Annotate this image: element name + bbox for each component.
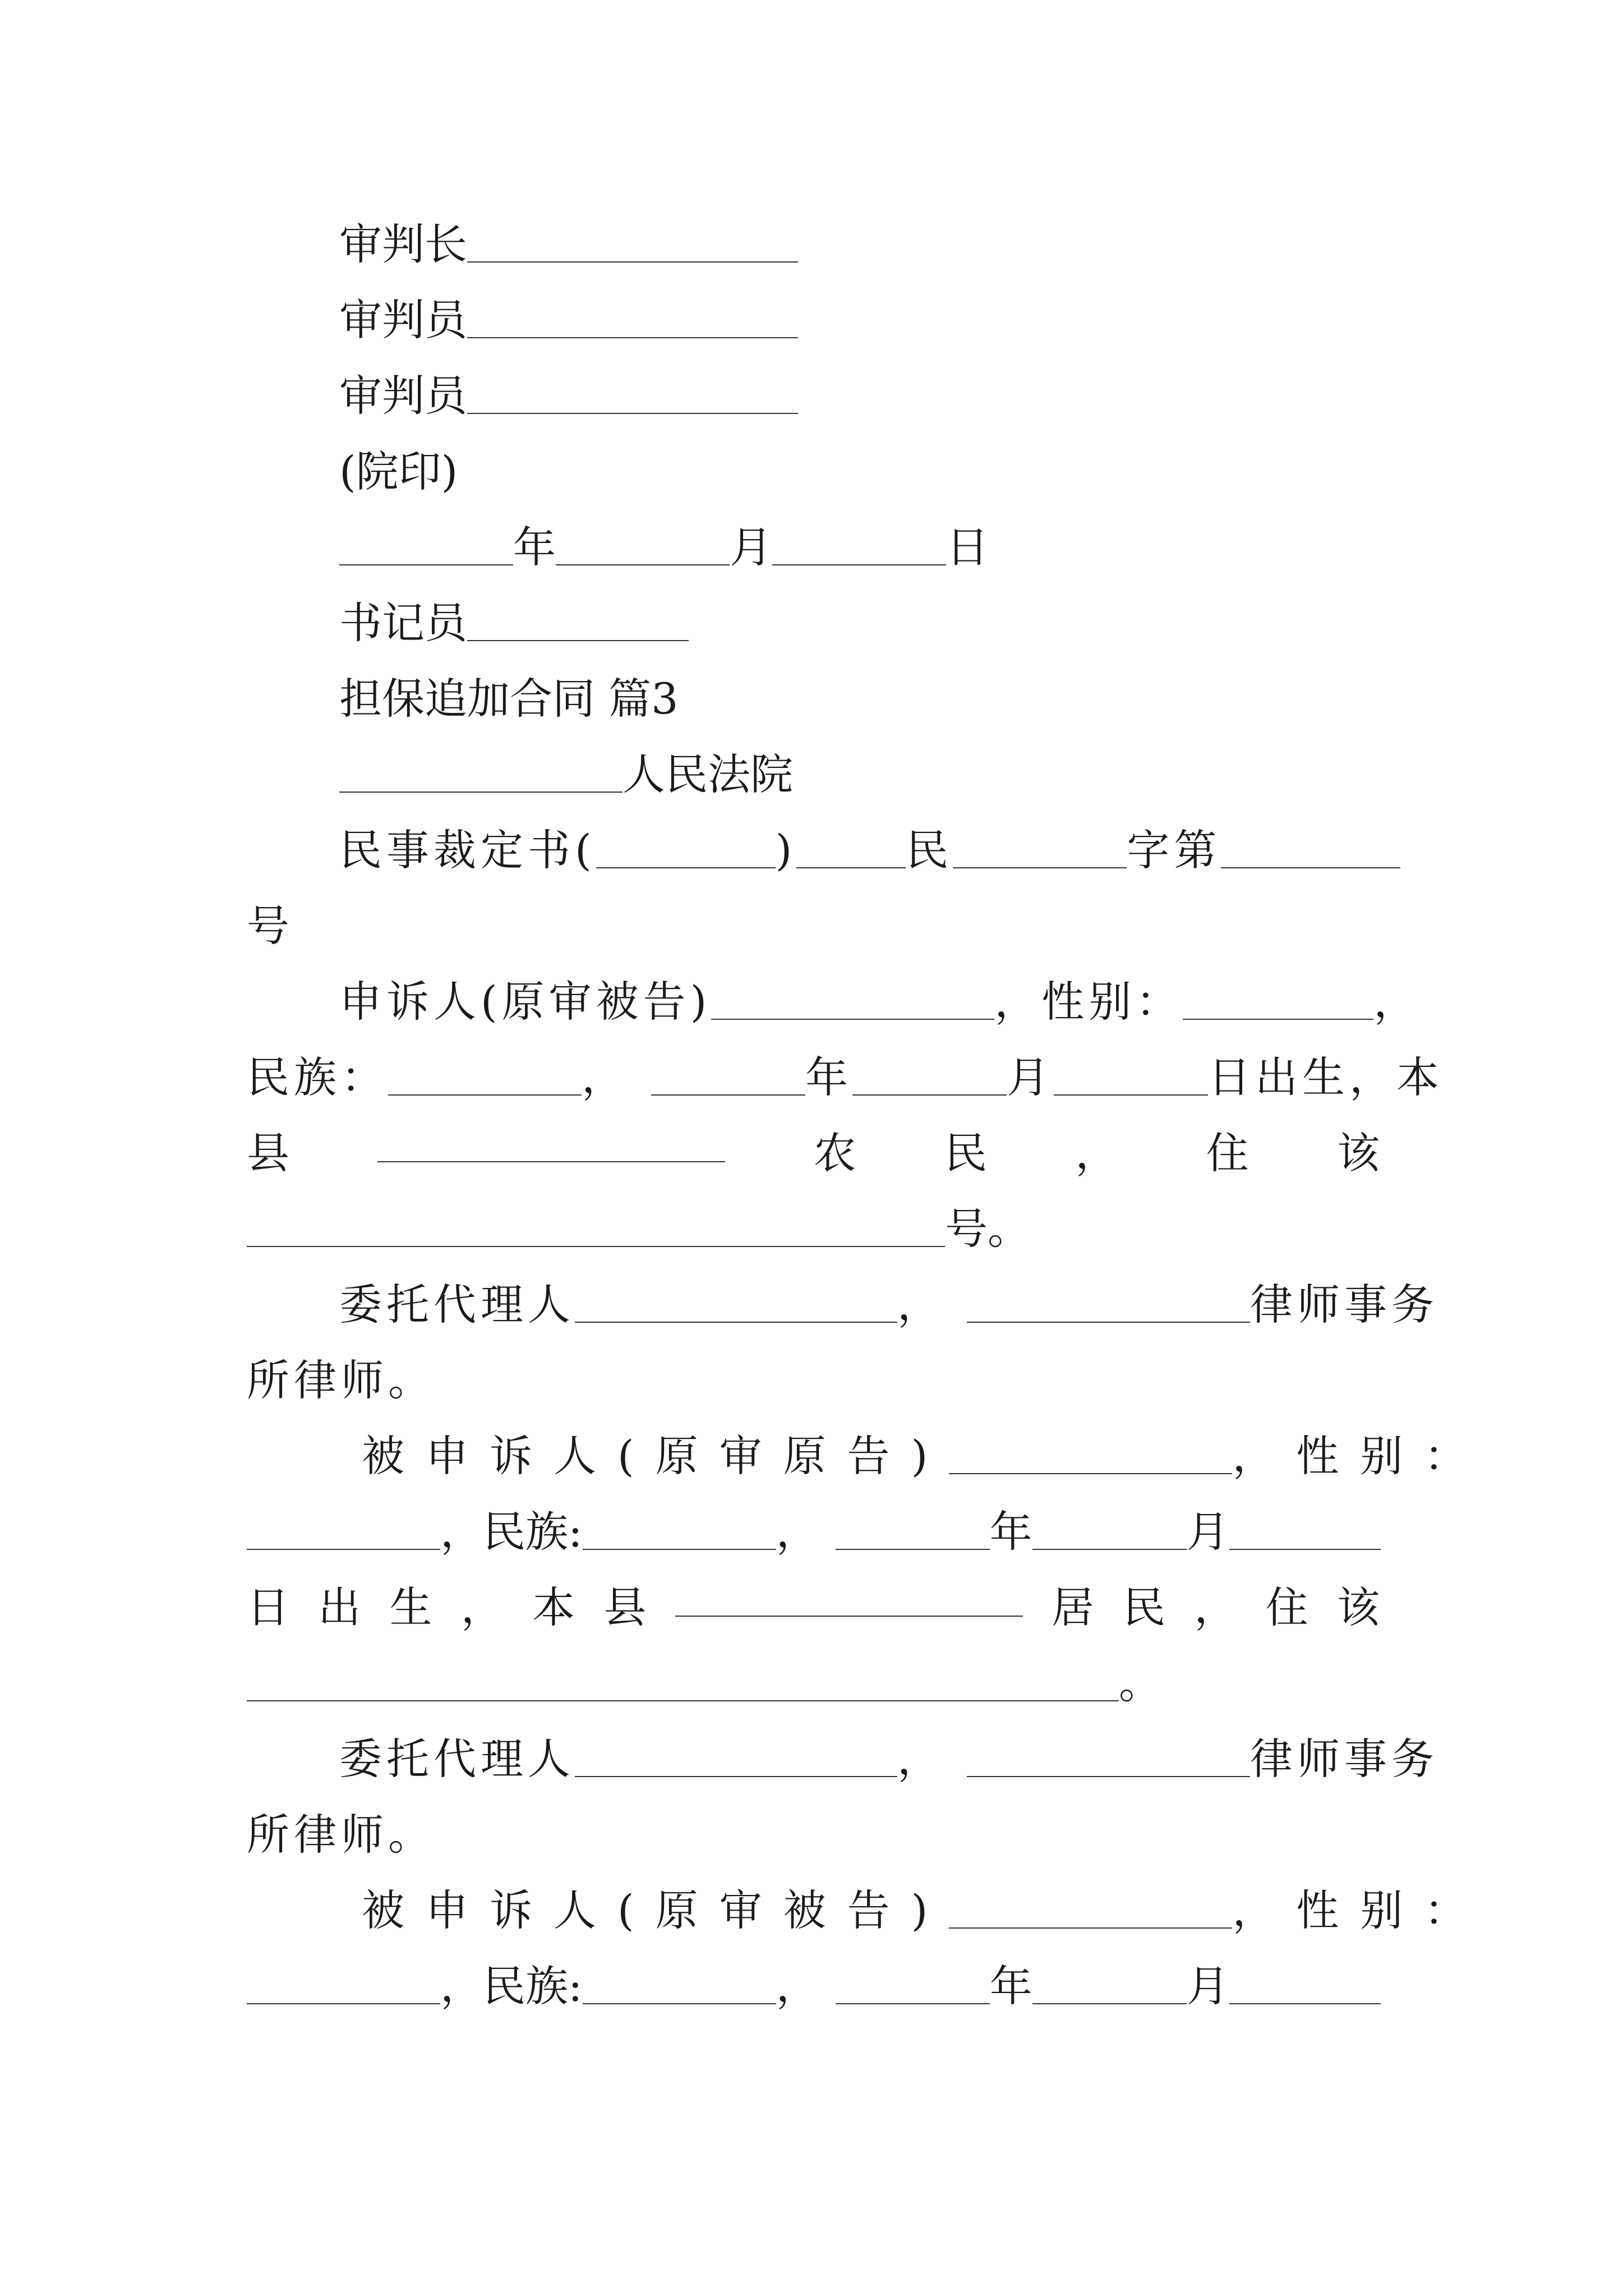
law-firm-label: 律师事务 [1250, 1280, 1438, 1329]
appellant-name-blank [711, 985, 994, 1020]
birth-month-blank [852, 1061, 1007, 1096]
ruling-paren: ) [775, 825, 797, 875]
comma: ， [460, 1582, 504, 1632]
agent-name-blank [575, 1288, 897, 1323]
ruling-number-blank [1221, 834, 1400, 868]
ethnicity-label: 民族： [247, 1052, 388, 1102]
law-firm-blank [967, 1288, 1250, 1323]
ruling-zidi: 字第 [1127, 825, 1221, 875]
birth-text: 日出生，本 [1208, 1052, 1444, 1102]
month-label: 月 [1007, 1052, 1054, 1102]
char: 居 [1051, 1582, 1094, 1632]
section-heading [339, 673, 679, 725]
year-label: 年 [989, 1507, 1032, 1557]
court-seal [339, 446, 458, 498]
judge-blank-2 [467, 379, 798, 414]
address-blank [247, 1667, 1119, 1701]
judge-line-1 [339, 295, 798, 346]
comma: ， [776, 1507, 819, 1557]
birth-year-blank [651, 1061, 805, 1096]
judge-label-1: 审判员 [339, 295, 467, 345]
char: 本 [532, 1582, 575, 1632]
comma: ， [1373, 977, 1421, 1027]
county-blank [377, 1128, 725, 1162]
ruling-year-blank [596, 834, 776, 868]
ethnicity-blank [583, 1970, 776, 2004]
year-label: 年 [805, 1052, 852, 1102]
appellant-label: 申诉人(原审被告) [339, 977, 712, 1027]
char: 出 [318, 1582, 361, 1632]
gender-blank [247, 1970, 440, 2004]
day-label: 日 [946, 522, 989, 572]
respondent-label: 被申诉人(原审被告) [362, 1885, 949, 1935]
court-label: 人民法院 [623, 749, 793, 799]
agent-label: 委托代理人 [339, 1734, 575, 1784]
birth-year-blank [836, 1970, 990, 2004]
char: 日 [247, 1582, 289, 1632]
month-label: 月 [1186, 1961, 1229, 2011]
lawyer-label: 所律师。 [247, 1355, 435, 1405]
birth-day-blank [1229, 1970, 1381, 2004]
chief-judge-label: 审判长 [339, 219, 467, 269]
court-name-blank [339, 758, 623, 793]
ethnicity-blank [388, 1061, 582, 1096]
char: 民 [1123, 1582, 1166, 1632]
ruling-label: 民事裁定书( [339, 825, 596, 875]
appellant-gender-blank [1183, 985, 1373, 1020]
respondent1-line-4 [247, 1658, 1161, 1709]
year-label: 年 [513, 522, 556, 572]
agent-line-1 [339, 1279, 1438, 1331]
respondent2-line-1 [362, 1885, 1488, 1936]
county-blank [675, 1582, 1023, 1617]
month-label: 月 [1186, 1507, 1229, 1557]
ruling-type-blank [953, 834, 1127, 868]
law-firm-label: 律师事务 [1250, 1734, 1438, 1784]
lawyer-label: 所律师。 [247, 1810, 435, 1860]
birth-day-blank [1054, 1061, 1208, 1096]
court-name-line [339, 749, 793, 800]
char: 农 [813, 1128, 856, 1178]
clerk-label: 书记员 [339, 598, 467, 648]
ethnicity-blank [583, 1515, 776, 1550]
comma: ， [1075, 1128, 1118, 1178]
agent-line-1b [247, 1355, 435, 1406]
county-label: 县 [247, 1128, 289, 1178]
char: 民 [944, 1128, 987, 1178]
comma: ， [897, 1280, 944, 1329]
day-blank [772, 531, 946, 565]
year-blank [339, 531, 513, 565]
comma: ， [776, 1961, 819, 2011]
char: 县 [603, 1582, 647, 1632]
agent-line-2 [339, 1733, 1438, 1785]
chief-judge-line [339, 219, 798, 270]
char: 住 [1265, 1582, 1308, 1632]
appellant-line-4 [247, 1203, 1030, 1255]
respondent-name-blank [949, 1894, 1232, 1929]
appellant-gender-label: ，性别： [994, 977, 1183, 1027]
respondent2-line-2 [247, 1961, 1381, 2012]
comma: ， [897, 1734, 944, 1784]
char: 该 [1336, 1128, 1380, 1178]
ruling-number-line [339, 825, 1400, 876]
heading-text: 担保追加合同 篇3 [339, 674, 679, 724]
comma: ， [582, 1052, 629, 1102]
judge-label-2: 审判员 [339, 371, 467, 421]
agent-line-2b [247, 1809, 435, 1861]
ruling-min: 民 [906, 825, 953, 875]
respondent1-line-2 [247, 1506, 1381, 1558]
ruling-court-blank [796, 834, 906, 868]
appellant-line-3 [247, 1128, 1380, 1179]
chief-judge-blank [467, 228, 798, 263]
appellant-line-1 [339, 976, 1421, 1028]
respondent-gender-label: ，性别： [1232, 1885, 1488, 1935]
judge-blank-1 [467, 303, 798, 338]
number-suffix: 号。 [945, 1204, 1030, 1254]
law-firm-blank [967, 1742, 1250, 1777]
char: 生 [389, 1582, 432, 1632]
clerk-line [339, 597, 689, 649]
date-line [339, 522, 989, 573]
ruling-number-suffix [247, 900, 289, 952]
birth-year-blank [836, 1515, 990, 1550]
year-label: 年 [989, 1961, 1032, 2011]
ruling-hao: 号 [247, 901, 289, 951]
char: 住 [1206, 1128, 1249, 1178]
birth-day-blank [1229, 1515, 1381, 1550]
comma: ， [1194, 1582, 1237, 1632]
ethnicity-label: ，民族: [440, 1961, 583, 2011]
agent-name-blank [575, 1742, 897, 1777]
agent-label: 委托代理人 [339, 1280, 575, 1329]
char: 该 [1336, 1582, 1380, 1632]
ethnicity-label: ，民族: [440, 1507, 583, 1557]
seal-text: (院印) [339, 447, 458, 496]
appellant-line-2 [247, 1052, 1444, 1103]
clerk-blank [467, 606, 689, 641]
address-blank [247, 1212, 945, 1247]
month-label: 月 [730, 522, 772, 572]
birth-month-blank [1032, 1970, 1187, 2004]
month-blank [556, 531, 730, 565]
respondent-gender-label: ，性别： [1232, 1431, 1488, 1481]
gender-blank [247, 1515, 440, 1550]
respondent1-line-1 [362, 1430, 1488, 1482]
birth-month-blank [1032, 1515, 1187, 1550]
respondent-label: 被申诉人(原审原告) [362, 1431, 949, 1481]
judge-line-2 [339, 370, 798, 422]
period: 。 [1119, 1658, 1161, 1708]
respondent-name-blank [949, 1439, 1232, 1474]
respondent1-line-3 [247, 1582, 1380, 1634]
